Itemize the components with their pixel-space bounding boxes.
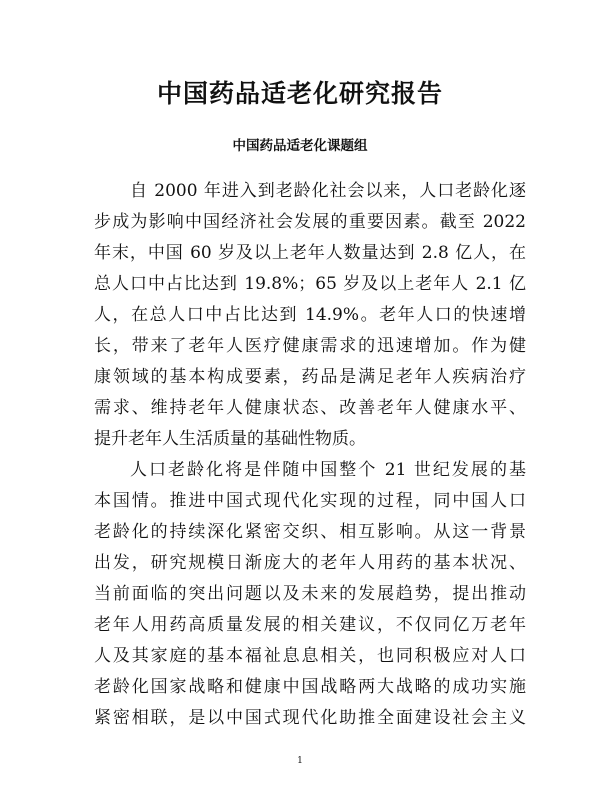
author-line: 中国药品适老化课题组 xyxy=(232,138,368,154)
body-text xyxy=(94,176,526,734)
page-number: 1 xyxy=(297,756,303,766)
text-line: 总人口中占比达到 19.8%；65 岁及以上老年人 2.1 亿 xyxy=(94,274,526,294)
text-line: 人，在总人口中占比达到 14.9%。老年人口的快速增 xyxy=(94,305,526,325)
text-line: 当前面临的突出问题以及未来的发展趋势，提出推动 xyxy=(94,584,526,604)
text-line: 需求、维持老年人健康状态、改善老年人健康水平、 xyxy=(94,398,526,418)
text-line: 长，带来了老年人医疗健康需求的迅速增加。作为健 xyxy=(94,336,526,356)
text-line: 人口老龄化将是伴随中国整个 21 世纪发展的基 xyxy=(130,460,526,480)
text-line: 提升老年人生活质量的基础性物质。 xyxy=(94,429,366,449)
text-line: 老龄化国家战略和健康中国战略两大战略的成功实施 xyxy=(94,677,526,697)
page-title: 中国药品适老化研究报告 xyxy=(156,79,443,108)
text-line: 出发，研究规模日渐庞大的老年人用药的基本状况、 xyxy=(94,553,526,573)
text-line: 紧密相联，是以中国式现代化助推全面建设社会主义 xyxy=(94,708,526,728)
text-line: 人及其家庭的基本福祉息息相关，也同积极应对人口 xyxy=(94,646,526,666)
text-line: 康领域的基本构成要素，药品是满足老年人疾病治疗 xyxy=(94,367,526,387)
text-line: 老年人用药高质量发展的相关建议，不仅同亿万老年 xyxy=(94,615,526,635)
text-line: 年末，中国 60 岁及以上老年人数量达到 2.8 亿人，在 xyxy=(94,243,526,263)
text-line: 本国情。推进中国式现代化实现的过程，同中国人口 xyxy=(94,491,526,511)
paragraph-1 xyxy=(94,176,526,455)
text-line: 自 2000 年进入到老龄化社会以来，人口老龄化逐 xyxy=(130,181,526,201)
text-line: 老龄化的持续深化紧密交织、相互影响。从这一背景 xyxy=(94,522,526,542)
paragraph-2 xyxy=(94,455,526,734)
text-line: 步成为影响中国经济社会发展的重要因素。截至 2022 xyxy=(94,212,526,232)
